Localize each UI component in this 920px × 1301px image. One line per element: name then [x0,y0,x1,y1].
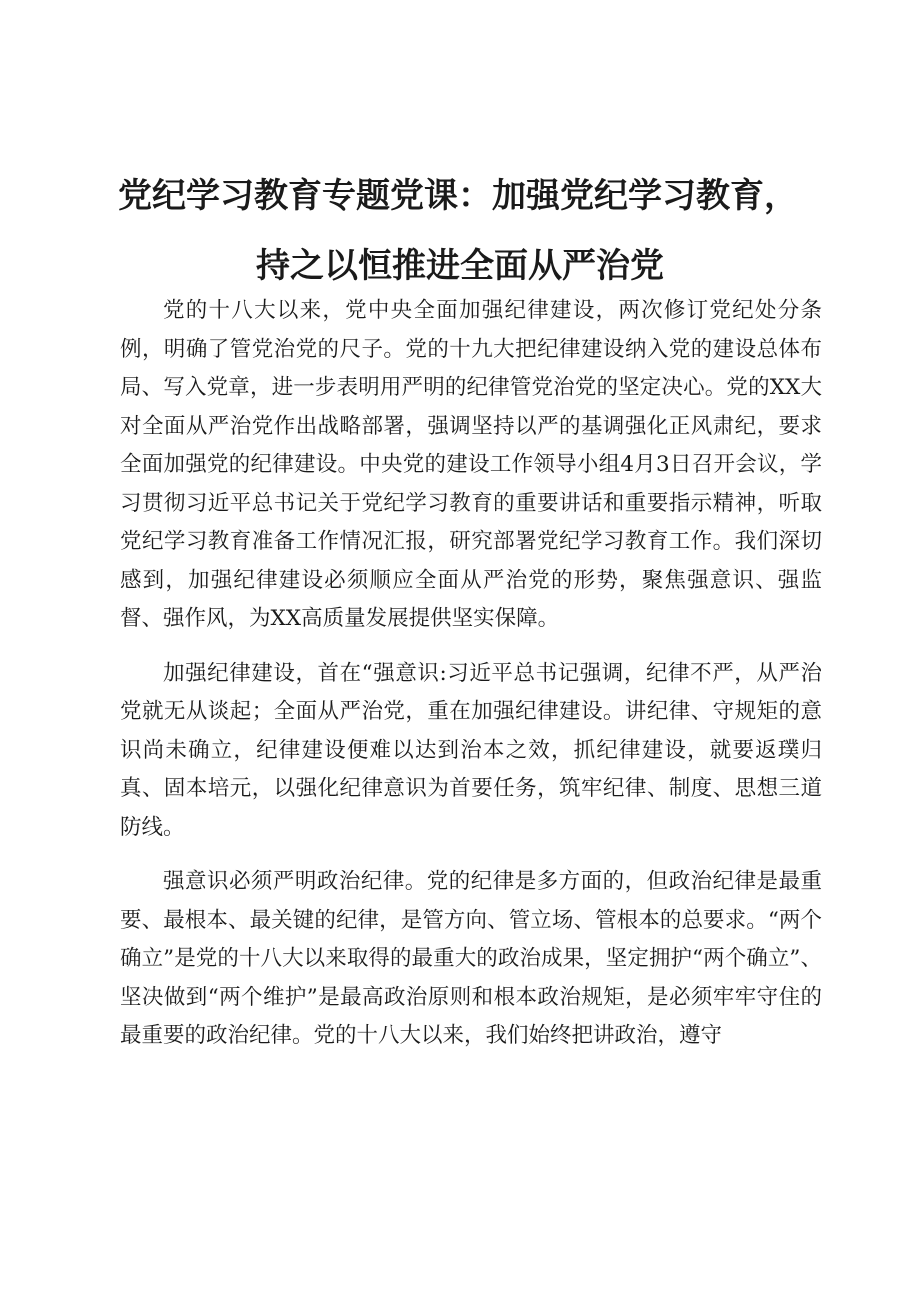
document-title-line-1: 党纪学习教育专题党课：加强党纪学习教育， [118,176,798,216]
paragraph-3: 强意识必须严明政治纪律。党的纪律是多方面的，但政治纪律是最重要、最根本、最关键的纪律，是管方向、管立场、管根本的总要求。“两个确立”是党的十八大以来取得的最重大的政治成果，坚定拥护“两个确立”、坚决做到“两个维护”是最高政治原则和根本政治规矩，是必须牢牢守住的最重要的政治纪律。党的十八大以来，我们始终把讲政治，遵守 [120,869,822,1048]
paragraph-2: 加强纪律建设，首在“强意识:习近平总书记强调，纪律不严，从严治党就无从谈起；全面从严治党，重在加强纪律建设。讲纪律、守规矩的意识尚未确立，纪律建设便难以达到治本之效，抓纪律建设，就要返璞归真、固本培元，以强化纪律意识为首要任务，筑牢纪律、制度、思想三道防线。 [120,660,822,840]
document-title-line-2: 持之以恒推进全面从严治党 [256,246,664,286]
document-body [120,292,822,1072]
paragraph-1: 党的十八大以来，党中央全面加强纪律建设，两次修订党纪处分条例，明确了管党治党的尺子。党的十九大把纪律建设纳入党的建设总体布局、写入党章，进一步表明用严明的纪律管党治党的坚定决心。党的XX大对全面从严治党作出战略部署，强调坚持以严的基调强化正风肃纪，要求全面加强党的纪律建设。中央党的建设工作领导小组4月3日召开会议，学习贯彻习近平总书记关于党纪学习教育的重要讲话和重要指示精神，听取党纪学习教育准备工作情况汇报，研究部署党纪学习教育工作。我们深切感到，加强纪律建设必须顺应全面从严治党的形势，聚焦强意识、强监督、强作风，为XX高质量发展提供坚实保障。 [120,298,822,631]
